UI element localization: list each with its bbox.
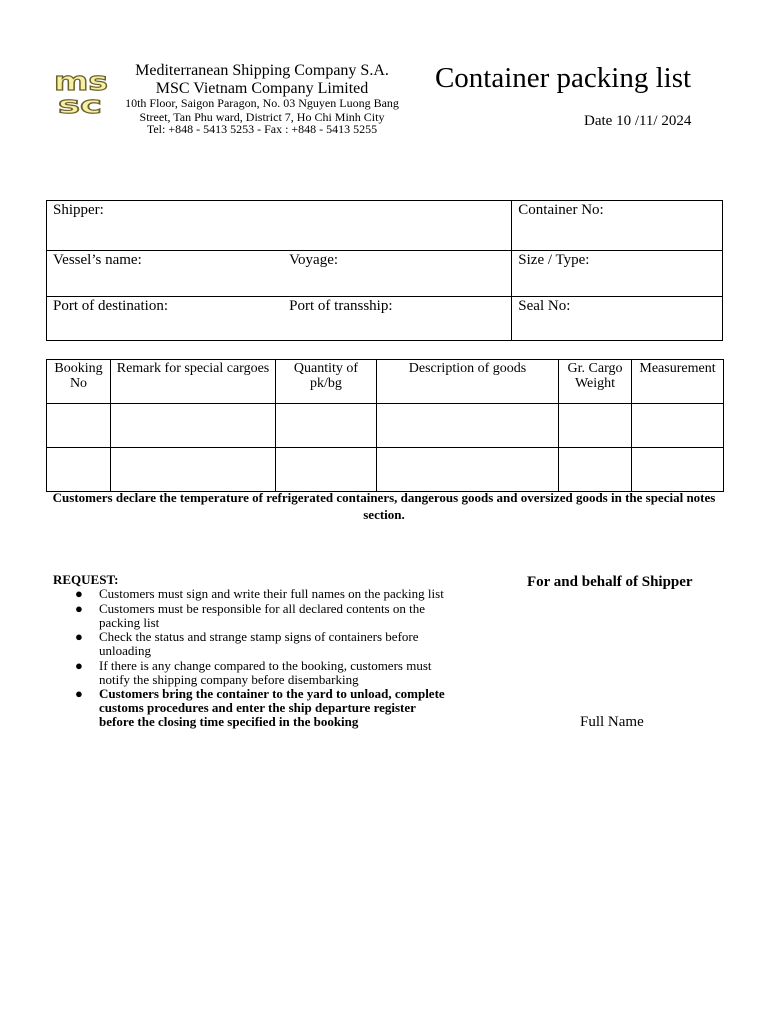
- list-item-text: Customers must sign and write their full names on the packing list: [99, 586, 444, 601]
- table-cell[interactable]: [632, 448, 724, 492]
- document-title: Container packing list: [434, 62, 692, 94]
- request-heading: REQUEST:: [53, 572, 119, 587]
- table-row: [47, 404, 724, 448]
- list-item-text: Check the status and strange stamp signs of containers before unloading: [99, 629, 419, 658]
- list-item: [52, 602, 450, 630]
- bullet-icon: ●: [75, 657, 83, 673]
- table-cell[interactable]: [559, 404, 632, 448]
- port-of-destination-label: Port of destination:: [53, 298, 168, 314]
- port-of-destination-field[interactable]: [47, 297, 284, 341]
- port-of-transship-label: Port of transship:: [289, 298, 393, 314]
- table-row: [47, 448, 724, 492]
- customers-declaration-note: Customers declare the temperature of refrigerated containers, dangerous goods and oversized goods in the special notes section.: [52, 490, 716, 522]
- container-no-label: Container No:: [518, 202, 604, 218]
- msc-logo: [52, 66, 110, 116]
- port-of-transship-field[interactable]: [283, 297, 512, 341]
- list-item: [52, 687, 450, 729]
- table-cell[interactable]: [111, 448, 276, 492]
- column-header: Gr. Cargo Weight: [559, 360, 632, 404]
- bullet-icon: ●: [75, 586, 83, 601]
- list-item: [52, 630, 450, 658]
- contact-line: Tel: +848 - 5413 5253 - Fax : +848 - 5413 5255: [146, 122, 378, 136]
- size-type-field[interactable]: [512, 251, 723, 297]
- company-name: Mediterranean Shipping Company S.A.: [135, 62, 389, 79]
- size-type-label: Size / Type:: [518, 252, 590, 268]
- address-line-1: 10th Floor, Saigon Paragon, No. 03 Nguyen Luong Bang: [125, 96, 399, 110]
- seal-no-label: Seal No:: [518, 298, 571, 314]
- svg-text:ms: ms: [54, 67, 108, 97]
- column-header: Description of goods: [377, 360, 559, 404]
- bullet-icon: ●: [75, 686, 83, 701]
- full-name-label: Full Name: [580, 714, 644, 730]
- document-date: Date 10 /11/ 2024: [584, 113, 692, 129]
- table-cell[interactable]: [632, 404, 724, 448]
- voyage-field[interactable]: [283, 251, 512, 297]
- column-header: Quantity of pk/bg: [276, 360, 377, 404]
- table-cell[interactable]: [276, 448, 377, 492]
- vessel-name-label: Vessel’s name:: [53, 252, 142, 268]
- list-item: [52, 659, 450, 687]
- column-header: Booking No: [47, 360, 111, 404]
- vessel-name-field[interactable]: [47, 251, 284, 297]
- table-cell[interactable]: [559, 448, 632, 492]
- list-item: [52, 587, 450, 601]
- behalf-of-shipper-label: For and behalf of Shipper: [527, 574, 693, 590]
- seal-no-field[interactable]: [512, 297, 723, 341]
- shipper-field[interactable]: [47, 201, 512, 251]
- list-item-text: Customers bring the container to the yard to unload, complete customs procedures and enter the ship departure register before the closing time specified in the booking: [99, 686, 445, 729]
- address-line-2: Street, Tan Phu ward, District 7, Ho Chi Minh City: [139, 110, 385, 124]
- bullet-icon: ●: [75, 629, 83, 644]
- svg-text:sc: sc: [58, 91, 102, 116]
- table-cell[interactable]: [47, 448, 111, 492]
- table-cell[interactable]: [111, 404, 276, 448]
- list-item-text: Customers must be responsible for all declared contents on the packing list: [99, 600, 426, 630]
- shipper-label: Shipper:: [53, 202, 104, 218]
- company-subsidiary: MSC Vietnam Company Limited: [155, 80, 369, 97]
- voyage-label: Voyage:: [289, 252, 339, 268]
- column-header: Measurement: [632, 360, 724, 404]
- goods-table: [46, 359, 724, 492]
- column-header: Remark for special cargoes: [111, 360, 276, 404]
- table-cell[interactable]: [377, 448, 559, 492]
- list-item-text: If there is any change compared to the booking, customers must notify the shipping company before disembarking: [99, 657, 432, 687]
- table-cell[interactable]: [276, 404, 377, 448]
- table-cell[interactable]: [377, 404, 559, 448]
- shipment-info-table: [46, 200, 723, 341]
- request-list: [52, 587, 450, 730]
- table-cell[interactable]: [47, 404, 111, 448]
- container-no-field[interactable]: [512, 201, 723, 251]
- bullet-icon: ●: [75, 600, 83, 616]
